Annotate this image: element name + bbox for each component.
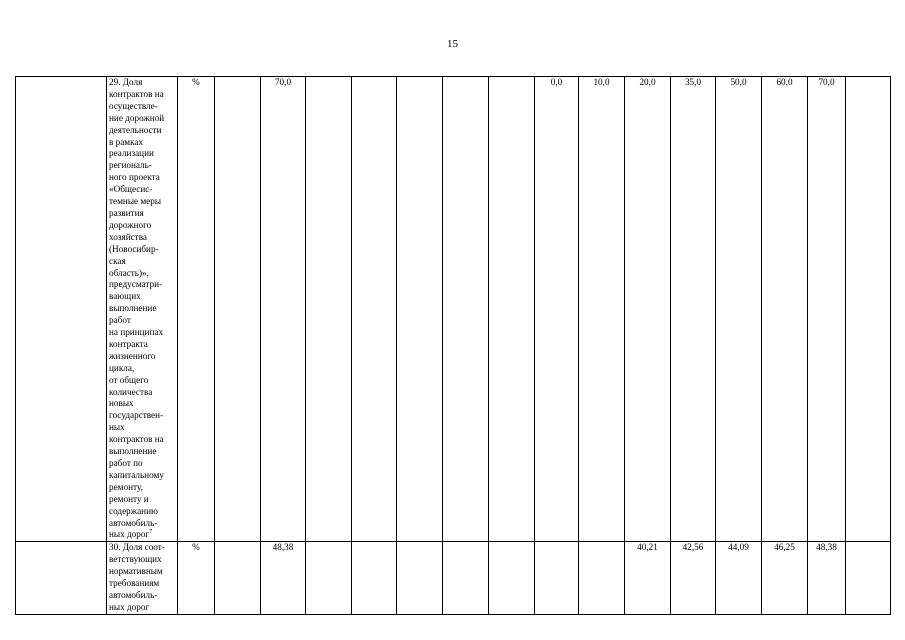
value-cell: 35,0 — [671, 77, 716, 542]
value-cell — [443, 77, 489, 542]
value-cell — [306, 542, 352, 614]
value-cell: 48,38 — [261, 542, 306, 614]
value-cell — [535, 542, 579, 614]
value-cell — [352, 542, 397, 614]
indicator-name: 30. Доля соот- ветствующих нормативным требованиям автомобиль- ных дорог — [107, 542, 178, 614]
indicator-name: 29. Доля контрактов на осуществле- ние дорожной деятельности в рамках реализации региональ- ного проекта «Общесис- темные меры развития дорожного хозяйства (Новосибир- ская область)», предусматри- вающих выполнение работ на принципах контракта жизненного цикла, от общего количества новых государствен- ных контрактов на выполнение работ по капитальному ремонту, ремонту и содержанию автомобиль- ных дорог$^7$ — [107, 77, 178, 542]
value-cell — [397, 77, 443, 542]
value-cell — [489, 542, 535, 614]
value-cell: 42,56 — [671, 542, 716, 614]
value-cell: 70,0 — [808, 77, 846, 542]
indicators-table — [15, 76, 891, 615]
value-cell — [306, 77, 352, 542]
value-cell: 10,0 — [579, 77, 625, 542]
value-cell: 44,09 — [716, 542, 762, 614]
page-number: 15 — [447, 38, 458, 50]
value-cell: 0,0 — [535, 77, 579, 542]
value-cell: 60,0 — [762, 77, 808, 542]
blank-cell — [16, 542, 107, 614]
value-cell: 46,25 — [762, 542, 808, 614]
table-row — [16, 77, 891, 542]
blank-cell — [16, 77, 107, 542]
value-cell — [397, 542, 443, 614]
value-cell: 40,21 — [625, 542, 671, 614]
value-cell: 48,38 — [808, 542, 846, 614]
value-cell: 70,0 — [261, 77, 306, 542]
value-cell — [215, 542, 261, 614]
unit-cell: % — [178, 542, 215, 614]
value-cell — [489, 77, 535, 542]
value-cell — [846, 542, 891, 614]
value-cell: 50,0 — [716, 77, 762, 542]
value-cell — [443, 542, 489, 614]
value-cell — [215, 77, 261, 542]
value-cell — [579, 542, 625, 614]
value-cell — [352, 77, 397, 542]
value-cell: 20,0 — [625, 77, 671, 542]
value-cell — [846, 77, 891, 542]
unit-cell: % — [178, 77, 215, 542]
table-row — [16, 542, 891, 614]
